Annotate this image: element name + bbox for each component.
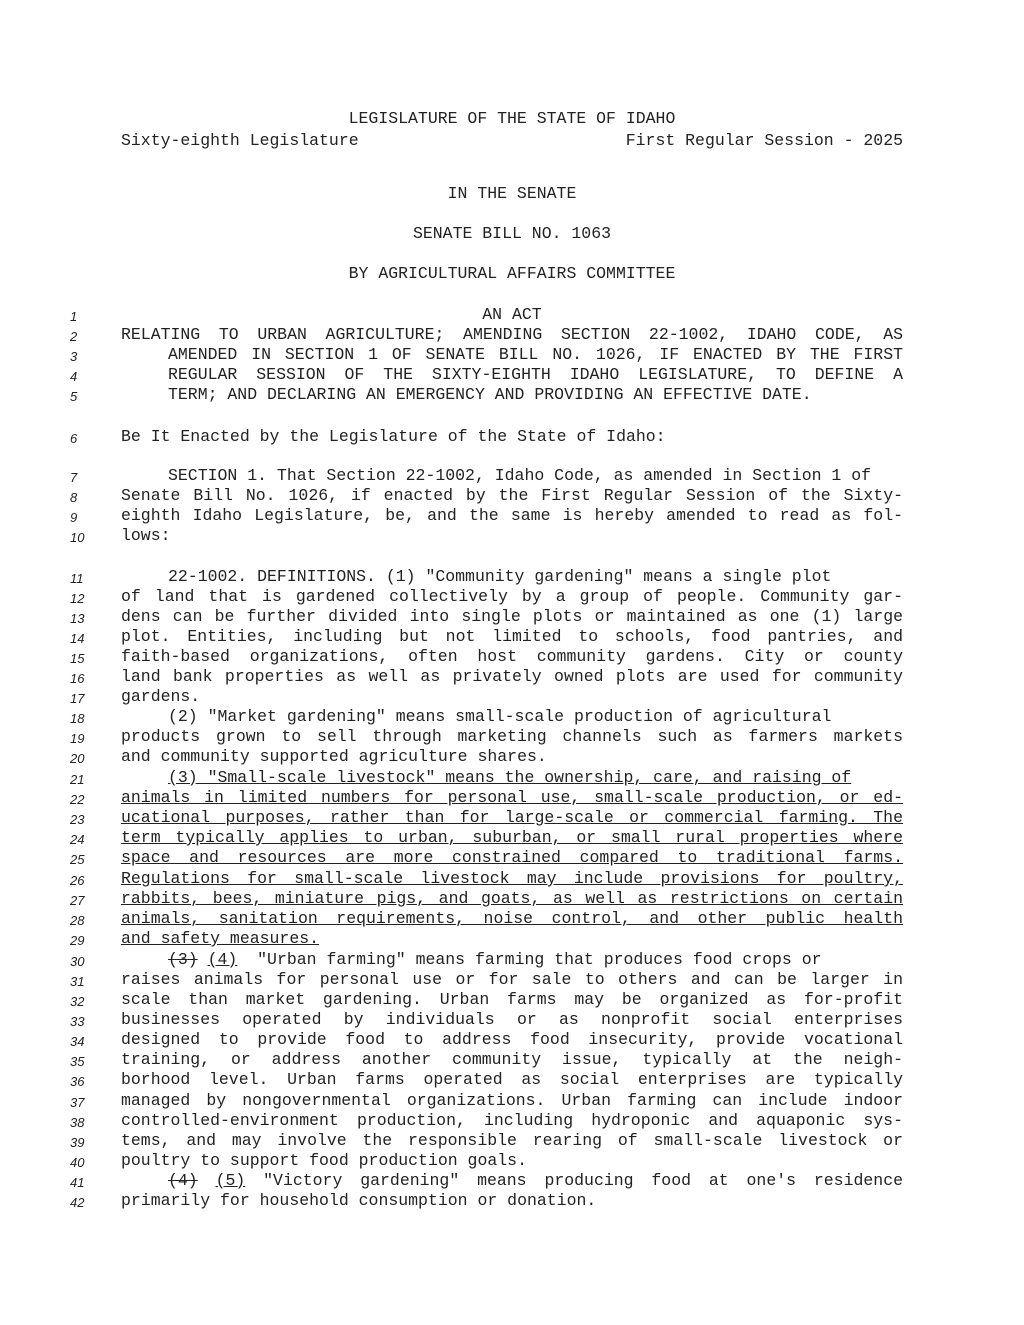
line-text: (3) (4) "Urban farming" means farming that produces food crops or — [168, 950, 822, 969]
line-text: Regulations for small-scale livestock may include provisions for poultry, — [121, 869, 903, 888]
line-number: 10 — [70, 530, 85, 545]
bill-line — [0, 869, 1024, 889]
bill-line — [0, 990, 1024, 1010]
line-text: term typically applies to urban, suburban, or small rural properties where — [121, 828, 903, 847]
bill-line — [0, 305, 1024, 325]
bill-line — [0, 950, 1024, 970]
bill-line — [0, 1131, 1024, 1151]
deleted-number: (3) — [168, 950, 198, 969]
line-text: designed to provide food to address food insecurity, provide vocational — [121, 1030, 903, 1049]
line-text: gardens. — [121, 687, 201, 706]
line-text: dens can be further divided into single plots or maintained as one (1) large — [121, 607, 903, 626]
line-number: 17 — [70, 691, 85, 706]
line-number: 25 — [70, 852, 85, 867]
line-text: (2) "Market gardening" means small-scale production of agricultural — [168, 707, 832, 726]
session-left: Sixty-eighth Legislature — [121, 131, 359, 150]
line-number: 31 — [70, 974, 85, 989]
line-number: 6 — [70, 431, 78, 446]
bill-line — [0, 385, 1024, 405]
bill-line — [0, 1010, 1024, 1030]
line-number: 12 — [70, 591, 85, 606]
line-text: AMENDED IN SECTION 1 OF SENATE BILL NO. 1026, IF ENACTED BY THE FIRST — [168, 345, 903, 364]
bill-line — [0, 768, 1024, 788]
line-number: 18 — [70, 711, 85, 726]
bill-line — [0, 607, 1024, 627]
line-number: 42 — [70, 1195, 85, 1210]
bill-line — [0, 466, 1024, 486]
line-text: SECTION 1. That Section 22-1002, Idaho Code, as amended in Section 1 of — [168, 466, 872, 485]
line-number: 33 — [70, 1014, 85, 1029]
bill-line — [0, 707, 1024, 727]
bill-line — [0, 889, 1024, 909]
line-text: businesses operated by individuals or as nonprofit social enterprises — [121, 1010, 903, 1029]
line-number: 22 — [70, 792, 85, 807]
bill-line — [0, 1111, 1024, 1131]
line-text: managed by nongovernmental organizations. Urban farming can include indoor — [121, 1091, 903, 1110]
bill-line — [0, 1151, 1024, 1171]
bill-line — [0, 788, 1024, 808]
line-number: 1 — [70, 309, 78, 324]
line-text: scale than market gardening. Urban farms may be organized as for-profit — [121, 990, 903, 1009]
line-number: 7 — [70, 470, 78, 485]
line-text: and community supported agriculture shares. — [121, 747, 547, 766]
line-number: 11 — [70, 571, 84, 586]
line-number: 16 — [70, 671, 85, 686]
line-number: 20 — [70, 751, 85, 766]
bill-line — [0, 1030, 1024, 1050]
line-text: faith-based organizations, often host community gardens. City or county — [121, 647, 903, 666]
line-text: animals in limited numbers for personal use, small-scale production, or ed- — [121, 788, 903, 807]
line-text: lows: — [121, 526, 171, 545]
bill-line — [0, 727, 1024, 747]
inserted-number: (5) — [215, 1171, 246, 1190]
line-text: borhood level. Urban farms operated as social enterprises are typically — [121, 1070, 903, 1089]
bill-line — [0, 929, 1024, 949]
line-text: controlled-environment production, including hydroponic and aquaponic sys- — [121, 1111, 903, 1130]
line-number: 24 — [70, 832, 85, 847]
line-number: 35 — [70, 1054, 85, 1069]
line-text: and safety measures. — [121, 929, 320, 948]
line-text: space and resources are more constrained compared to traditional farms. — [121, 848, 903, 867]
line-text: 22-1002. DEFINITIONS. (1) "Community gardening" means a single plot — [168, 567, 832, 586]
line-text: poultry to support food production goals. — [121, 1151, 527, 1170]
line-text: raises animals for personal use or for sale to others and can be larger in — [121, 970, 903, 989]
bill-line — [0, 1050, 1024, 1070]
bill-line — [0, 365, 1024, 385]
line-text: animals, sanitation requirements, noise control, and other public health — [121, 909, 903, 928]
line-number: 3 — [70, 349, 78, 364]
line-text: RELATING TO URBAN AGRICULTURE; AMENDING SECTION 22-1002, IDAHO CODE, AS — [121, 325, 903, 344]
line-number: 4 — [70, 369, 78, 384]
line-number: 34 — [70, 1034, 85, 1049]
line-number: 21 — [70, 772, 85, 787]
bill-line — [0, 427, 1024, 447]
line-number: 41 — [70, 1175, 85, 1190]
deleted-number: (4) — [168, 1171, 198, 1190]
line-number: 14 — [70, 631, 85, 646]
inserted-number: (4) — [207, 950, 238, 969]
bill-line — [0, 747, 1024, 767]
bill-line — [0, 970, 1024, 990]
line-number: 2 — [70, 329, 78, 344]
bill-line — [0, 345, 1024, 365]
bill-line — [0, 1091, 1024, 1111]
line-number: 19 — [70, 731, 85, 746]
chamber: IN THE SENATE — [447, 184, 577, 203]
line-text: training, or address another community issue, typically at the neigh- — [121, 1050, 903, 1069]
line-number: 36 — [70, 1074, 85, 1089]
line-number: 39 — [70, 1135, 85, 1150]
bill-line — [0, 848, 1024, 868]
bill-line — [0, 486, 1024, 506]
session-right: First Regular Session - 2025 — [625, 131, 903, 150]
legislature-title: LEGISLATURE OF THE STATE OF IDAHO — [348, 109, 676, 128]
bill-line — [0, 506, 1024, 526]
line-number: 26 — [70, 873, 85, 888]
bill-line — [0, 1070, 1024, 1090]
bill-line — [0, 325, 1024, 345]
bill-line — [0, 627, 1024, 647]
bill-line — [0, 687, 1024, 707]
line-text: Senate Bill No. 1026, if enacted by the First Regular Session of the Sixty- — [121, 486, 903, 505]
line-text: AN ACT — [482, 305, 542, 324]
bill-line — [0, 647, 1024, 667]
line-number: 30 — [70, 954, 85, 969]
line-text: Be It Enacted by the Legislature of the State of Idaho: — [121, 427, 666, 446]
line-text: ucational purposes, rather than for large-scale or commercial farming. The — [121, 808, 903, 827]
line-text: of land that is gardened collectively by a group of people. Community gar- — [121, 587, 903, 606]
line-text: (4) (5) "Victory gardening" means producing food at one's residence — [168, 1171, 903, 1190]
line-text: primarily for household consumption or donation. — [121, 1191, 597, 1210]
bill-line — [0, 808, 1024, 828]
line-number: 28 — [70, 913, 85, 928]
line-number: 27 — [70, 893, 85, 908]
bill-line — [0, 1171, 1024, 1191]
session-row — [121, 131, 903, 150]
bill-line — [0, 587, 1024, 607]
line-number: 23 — [70, 812, 85, 827]
line-number: 38 — [70, 1115, 85, 1130]
bill-line — [0, 526, 1024, 546]
bill-line — [0, 1191, 1024, 1211]
line-text: plot. Entities, including but not limited to schools, food pantries, and — [121, 627, 903, 646]
line-text: (3) "Small-scale livestock" means the ownership, care, and raising of — [168, 768, 852, 787]
line-number: 40 — [70, 1155, 85, 1170]
sponsor: BY AGRICULTURAL AFFAIRS COMMITTEE — [348, 264, 676, 283]
line-number: 15 — [70, 651, 85, 666]
bill-line — [0, 828, 1024, 848]
line-number: 29 — [70, 933, 85, 948]
line-number: 5 — [70, 389, 78, 404]
line-number: 9 — [70, 510, 78, 525]
line-text: eighth Idaho Legislature, be, and the same is hereby amended to read as fol- — [121, 506, 903, 525]
line-text: rabbits, bees, miniature pigs, and goats, as well as restrictions on certain — [121, 889, 903, 908]
line-text: tems, and may involve the responsible rearing of small-scale livestock or — [121, 1131, 903, 1150]
line-text: REGULAR SESSION OF THE SIXTY-EIGHTH IDAHO LEGISLATURE, TO DEFINE A — [168, 365, 903, 384]
line-number: 37 — [70, 1095, 85, 1110]
line-text: products grown to sell through marketing channels such as farmers markets — [121, 727, 903, 746]
bill-line — [0, 667, 1024, 687]
bill-line — [0, 909, 1024, 929]
line-number: 32 — [70, 994, 85, 1009]
line-text: land bank properties as well as privately owned plots are used for community — [121, 667, 903, 686]
line-number: 13 — [70, 611, 85, 626]
bill-line — [0, 567, 1024, 587]
bill-number: SENATE BILL NO. 1063 — [412, 224, 612, 243]
line-text: TERM; AND DECLARING AN EMERGENCY AND PROVIDING AN EFFECTIVE DATE. — [168, 385, 812, 404]
line-number: 8 — [70, 490, 78, 505]
